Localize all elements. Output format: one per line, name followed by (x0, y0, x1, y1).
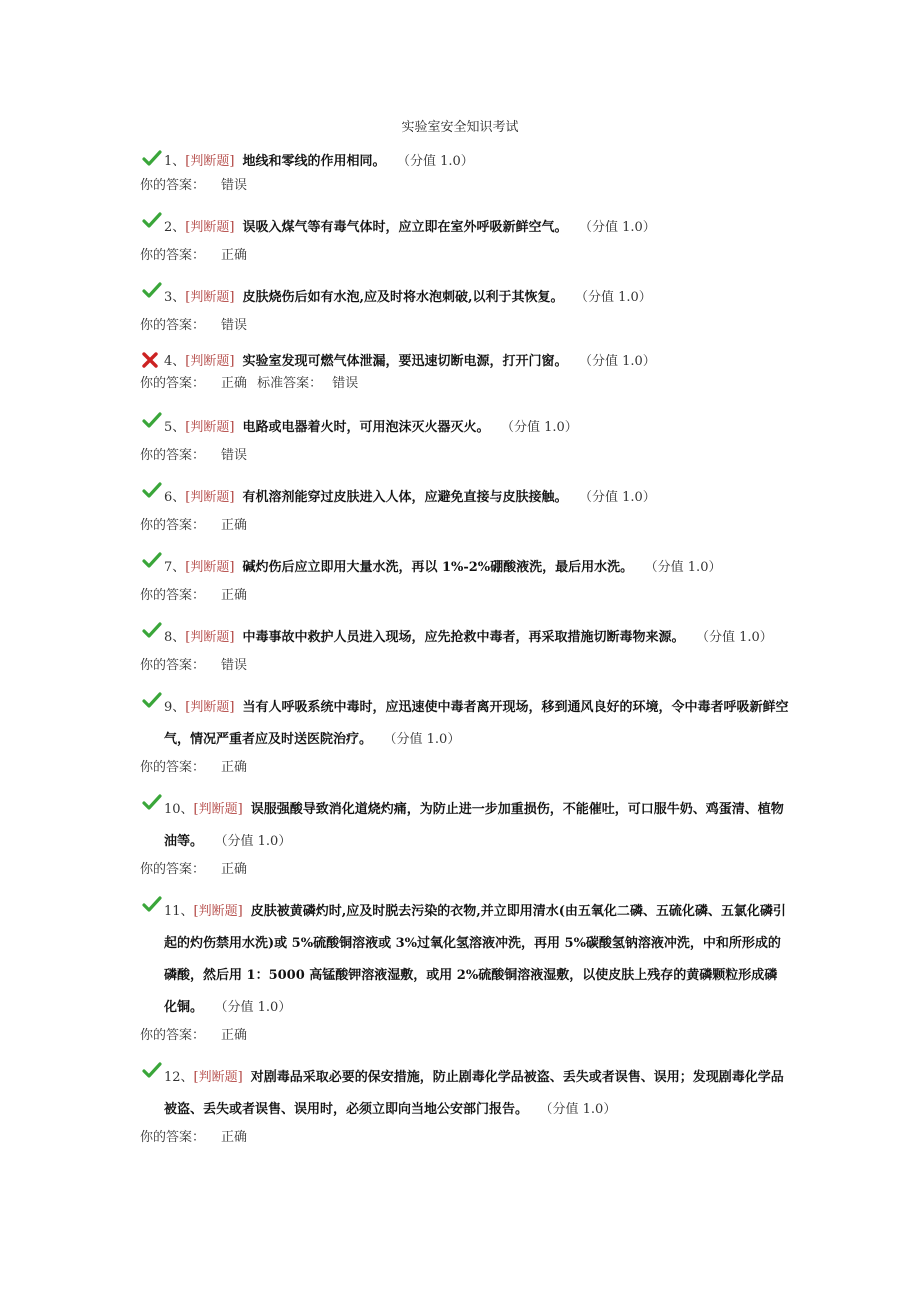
check-icon (142, 692, 162, 712)
question-number: 11、 (164, 904, 194, 919)
question-text: 皮肤烧伤后如有水泡,应及时将水泡刺破,以利于其恢复。 (242, 290, 564, 305)
question-number: 8、 (164, 630, 186, 645)
question-score: （分值 1.0） (221, 834, 292, 849)
check-icon (142, 412, 162, 432)
question-score: （分值 1.0） (507, 420, 578, 435)
question-item (140, 212, 790, 266)
answer-line (140, 176, 790, 196)
answer-line (140, 446, 790, 466)
question-type-tag: [判断题] (185, 420, 235, 435)
answer-line (140, 1026, 790, 1046)
answer-line (140, 860, 790, 880)
question-line (140, 794, 790, 858)
question-type-tag: [判断题] (193, 802, 243, 817)
question-line (140, 282, 790, 314)
check-icon (142, 482, 162, 502)
question-type-tag: [判断题] (193, 1070, 243, 1085)
question-text: 碱灼伤后应立即用大量水洗，再以 1%-2%硼酸液洗，最后用水洗。 (242, 560, 634, 575)
answer-line (140, 758, 790, 778)
question-text: 误吸入煤气等有毒气体时，应立即在室外呼吸新鲜空气。 (242, 220, 568, 235)
answer-label: 你的答案： (140, 448, 206, 463)
question-item (140, 692, 790, 778)
answer-label: 你的答案： (140, 658, 206, 673)
answer-value: 错误 (221, 318, 248, 333)
question-number: 6、 (164, 490, 186, 505)
question-type-tag: [判断题] (185, 560, 235, 575)
question-text: 地线和零线的作用相同。 (242, 154, 386, 169)
question-type-tag: [判断题] (185, 700, 235, 715)
question-type-tag: [判断题] (185, 354, 235, 369)
question-item (140, 150, 790, 196)
check-icon (142, 150, 162, 170)
answer-value: 正确 (221, 588, 248, 603)
question-line (140, 1062, 790, 1126)
answer-value: 正确 (221, 1028, 248, 1043)
question-score: （分值 1.0） (585, 220, 656, 235)
question-type-tag: [判断题] (185, 490, 235, 505)
page-title: 实验室安全知识考试 (401, 120, 519, 135)
answer-value: 正确 (221, 376, 248, 391)
question-line (140, 692, 790, 756)
question-score: （分值 1.0） (581, 290, 652, 305)
question-score: （分值 1.0） (546, 1102, 617, 1117)
answer-line (140, 516, 790, 536)
question-item (140, 896, 790, 1046)
question-number: 12、 (164, 1070, 194, 1085)
question-score: （分值 1.0） (390, 732, 461, 747)
check-icon (142, 622, 162, 642)
question-item (140, 794, 790, 880)
answer-line (140, 656, 790, 676)
question-text: 误服强酸导致消化道烧灼痛，为防止进一步加重损伤，不能催吐，可口服牛奶、鸡蛋清、植物油等。 (164, 802, 784, 849)
answer-label: 你的答案： (140, 518, 206, 533)
check-icon (142, 794, 162, 814)
question-item (140, 552, 790, 606)
question-line (140, 482, 790, 514)
question-item (140, 622, 790, 676)
question-item (140, 282, 790, 336)
question-text: 实验室发现可燃气体泄漏，要迅速切断电源，打开门窗。 (242, 354, 568, 369)
answer-label: 你的答案： (140, 588, 206, 603)
check-icon (142, 1062, 162, 1082)
question-number: 2、 (164, 220, 186, 235)
answer-label: 你的答案： (140, 178, 206, 193)
question-type-tag: [判断题] (185, 220, 235, 235)
question-score: （分值 1.0） (651, 560, 722, 575)
answer-label: 你的答案： (140, 760, 206, 775)
answer-label: 你的答案： (140, 248, 206, 263)
standard-answer (257, 376, 358, 391)
check-icon (142, 896, 162, 916)
answer-line (140, 586, 790, 606)
answer-label: 你的答案： (140, 318, 206, 333)
cross-icon (142, 352, 162, 372)
answer-value: 错误 (221, 658, 248, 673)
question-number: 1、 (164, 154, 186, 169)
answer-value: 正确 (221, 248, 248, 263)
question-text: 有机溶剂能穿过皮肤进入人体，应避免直接与皮肤接触。 (242, 490, 568, 505)
question-item (140, 1062, 790, 1148)
answer-line (140, 1128, 790, 1148)
answer-line (140, 246, 790, 266)
standard-answer-label: 标准答案： (257, 376, 323, 391)
question-number: 10、 (164, 802, 194, 817)
question-text: 电路或电器着火时，可用泡沫灭火器灭火。 (242, 420, 490, 435)
question-score: （分值 1.0） (221, 1000, 292, 1015)
question-item (140, 412, 790, 466)
question-line (140, 150, 790, 174)
question-number: 7、 (164, 560, 186, 575)
answer-label: 你的答案： (140, 1028, 206, 1043)
question-line (140, 412, 790, 444)
answer-value: 正确 (221, 760, 248, 775)
question-line (140, 552, 790, 584)
answer-value: 错误 (221, 178, 248, 193)
question-text: 皮肤被黄磷灼时,应及时脱去污染的衣物,并立即用清水(由五氧化二磷、五硫化磷、五氯化磷引起的灼伤禁用水洗)或 5%硫酸铜溶液或 3%过氧化氢溶液冲洗，再用 5%碳酸氢钠溶液冲洗，中和所形成的磷酸，然后用 1：5000 高锰酸钾溶液湿敷，或用 2%硫酸铜溶液湿敷，以使皮肤上残存的黄磷颗粒形成磷化铜。 (164, 904, 786, 1015)
question-text: 对剧毒品采取必要的保安措施，防止剧毒化学品被盗、丢失或者误售、误用；发现剧毒化学品被盗、丢失或者误售、误用时，必须立即向当地公安部门报告。 (164, 1070, 784, 1117)
question-line (140, 352, 790, 372)
answer-label: 你的答案： (140, 1130, 206, 1145)
answer-value: 错误 (221, 448, 248, 463)
answer-line (140, 374, 790, 394)
check-icon (142, 552, 162, 572)
question-score: （分值 1.0） (585, 354, 656, 369)
answer-label: 你的答案： (140, 376, 206, 391)
answer-value: 正确 (221, 1130, 248, 1145)
answer-line (140, 316, 790, 336)
question-text: 中毒事故中救护人员进入现场，应先抢救中毒者，再采取措施切断毒物来源。 (242, 630, 685, 645)
check-icon (142, 212, 162, 232)
question-text: 当有人呼吸系统中毒时，应迅速使中毒者离开现场，移到通风良好的环境，令中毒者呼吸新鲜空气，情况严重者应及时送医院治疗。 (164, 700, 789, 747)
question-number: 5、 (164, 420, 186, 435)
standard-answer-value: 错误 (332, 376, 359, 391)
question-item (140, 482, 790, 536)
answer-value: 正确 (221, 518, 248, 533)
question-score: （分值 1.0） (403, 154, 474, 169)
question-type-tag: [判断题] (185, 154, 235, 169)
question-number: 9、 (164, 700, 186, 715)
question-line (140, 896, 790, 1024)
question-score: （分值 1.0） (702, 630, 773, 645)
question-line (140, 622, 790, 654)
question-score: （分值 1.0） (585, 490, 656, 505)
answer-value: 正确 (221, 862, 248, 877)
check-icon (142, 282, 162, 302)
question-item (140, 352, 790, 394)
answer-label: 你的答案： (140, 862, 206, 877)
question-type-tag: [判断题] (185, 630, 235, 645)
question-number: 3、 (164, 290, 186, 305)
question-type-tag: [判断题] (193, 904, 243, 919)
question-list (140, 150, 790, 1164)
question-type-tag: [判断题] (185, 290, 235, 305)
question-number: 4、 (164, 354, 186, 369)
question-line (140, 212, 790, 244)
